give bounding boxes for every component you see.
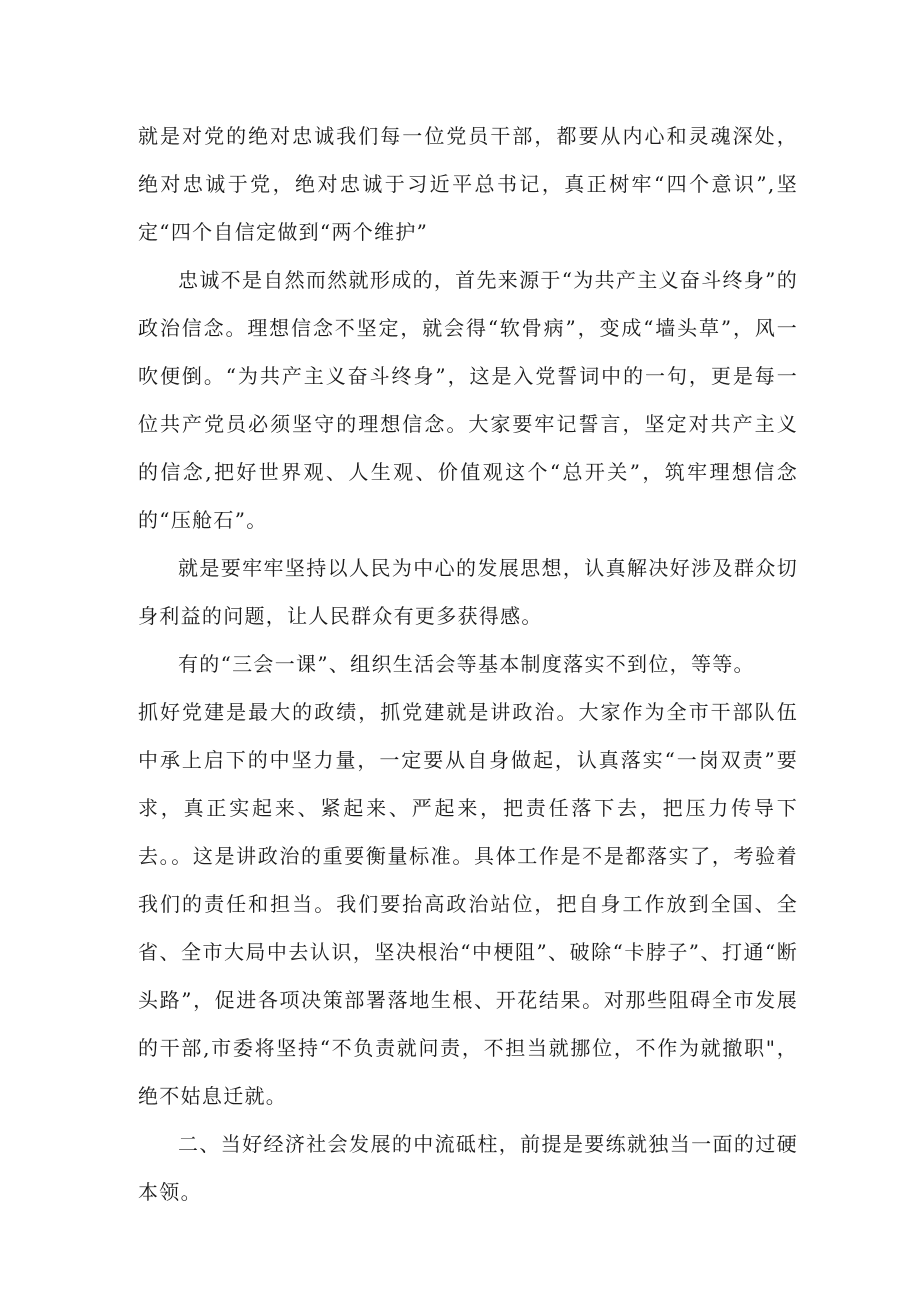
paragraph-party-building: 抓好党建是最大的政绩，抓党建就是讲政治。大家作为全市干部队伍中承上启下的中坚力量，一定要从自身做起，认真落实“一岗双责”要求，真正实起来、紧起来、严起来，把责任落下去，把压力传导下去。。这是讲政治的重要衡量标准。具体工作是不是都落实了，考验着我们的责任和担当。我们要抬高政治站位，把自身工作放到全国、全省、全市大局中去认识，坚决根治“中梗阻”、破除“卡脖子”、打通“断头路”，促进各项决策部署落地生根、开花结果。对那些阻碍全市发展的干部,市委将坚持“不负责就问责，不担当就挪位，不作为就撤职"，绝不姑息迁就。	[138, 700, 798, 1108]
paragraph-people-centered: 就是要牢牢坚持以人民为中心的发展思想，认真解决好涉及群众切身利益的问题，让人民群众有更多获得感。	[138, 556, 798, 628]
document-body	[138, 112, 798, 1216]
paragraph-section-two: 二、当好经济社会发展的中流砥柱，前提是要练就独当一面的过硬本领。	[138, 1132, 798, 1204]
paragraph-loyalty-intro: 就是对党的绝对忠诚我们每一位党员干部，都要从内心和灵魂深处，绝对忠诚于党，绝对忠诚于习近平总书记，真正树牢“四个意识”,坚定“四个自信定做到“两个维护”	[138, 124, 798, 244]
paragraph-system-issues: 有的“三会一课”、组织生活会等基本制度落实不到位，等等。	[178, 652, 755, 676]
paragraph-political-belief: 忠诚不是自然而然就形成的，首先来源于“为共产主义奋斗终身”的政治信念。理想信念不坚定，就会得“软骨病”，变成“墙头草”，风一吹便倒。“为共产主义奋斗终身”，这是入党誓词中的一句，更是每一位共产党员必须坚守的理想信念。大家要牢记誓言，坚定对共产主义的信念,把好世界观、人生观、价值观这个“总开关”，筑牢理想信念的“压舱石”。	[138, 268, 798, 532]
